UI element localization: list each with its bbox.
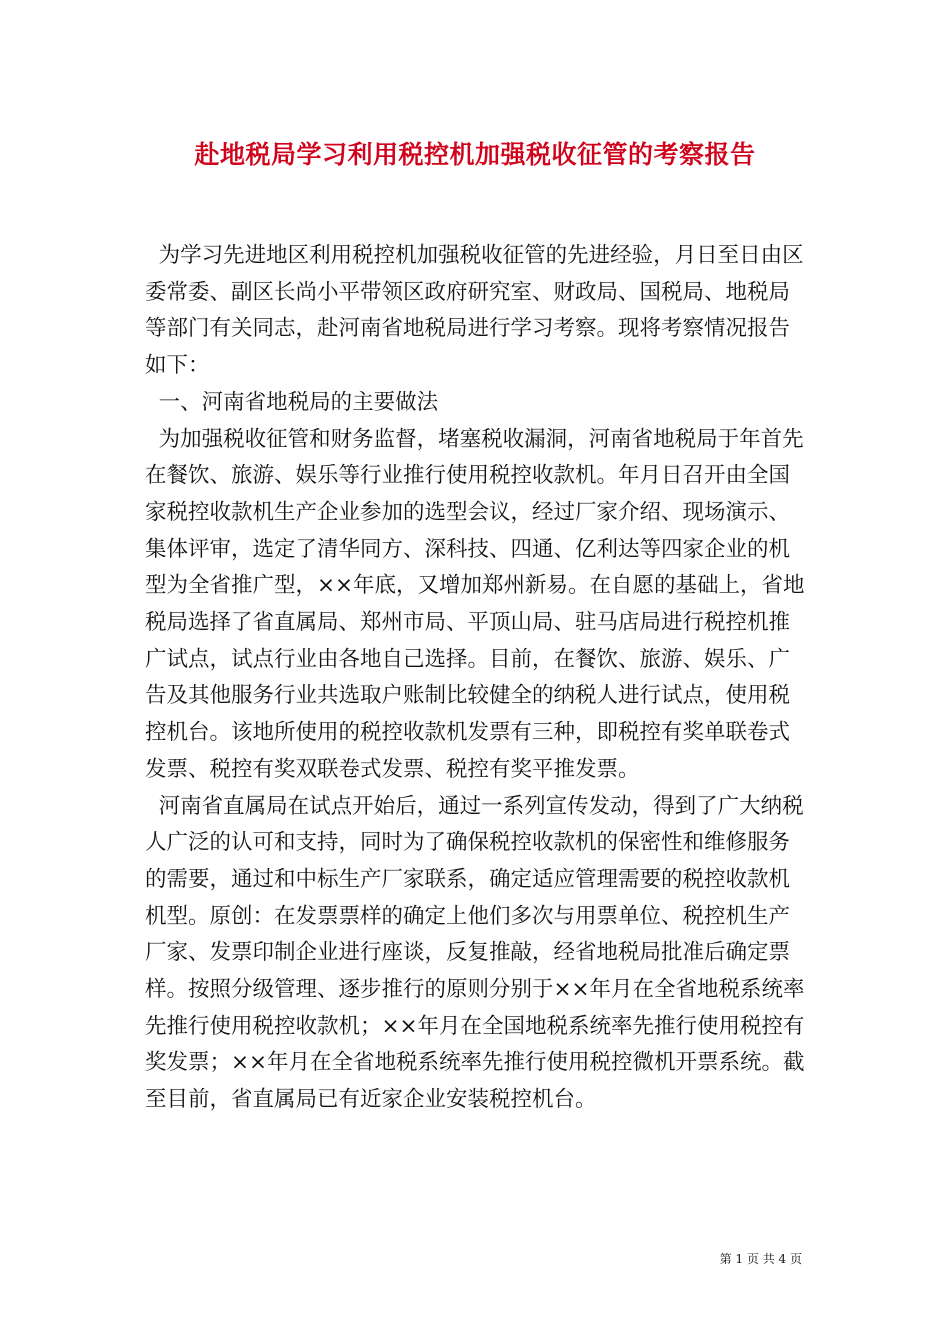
document-title: 赴地税局学习利用税控机加强税收征管的考察报告 (194, 140, 756, 169)
paragraph-section-2: 河南省直属局在试点开始后，通过一系列宣传发动，得到了广大纳税人广泛的认可和支持，同时为了确保税控收款机的保密性和维修服务的需要，通过和中标生产厂家联系，确定适应管理需要的税控收款机机型。原创：在发票票样的确定上他们多次与用票单位、税控机生产厂家、发票印制企业进行座谈，反复推敲，经省地税局批准后确定票样。按照分级管理、逐步推行的原则分别于××年月在全省地税系统率先推行使用税控收款机；××年月在全国地税系统率先推行使用税控有奖发票；××年月在全省地税系统率先推行使用税控微机开票系统。截至目前，省直属局已有近家企业安装税控机台。 (145, 793, 805, 1113)
paragraph-intro: 为学习先进地区利用税控机加强税收征管的先进经验，月日至日由区委常委、副区长尚小平带领区政府研究室、财政局、国税局、地税局等部门有关同志，赴河南省地税局进行学习考察。现将考察情况报告如下： (145, 243, 804, 379)
paragraph-section-1: 为加强税收征管和财务监督，堵塞税收漏洞，河南省地税局于年首先在餐饮、旅游、娱乐等行业推行使用税控收款机。年月日召开由全国家税控收款机生产企业参加的选型会议，经过厂家介绍、现场演示、集体评审，选定了清华同方、深科技、四通、亿利达等四家企业的机型为全省推广型，××年底，又增加郑州新易。在自愿的基础上，省地税局选择了省直属局、郑州市局、平顶山局、驻马店局进行税控机推广试点，试点行业由各地自己选择。目前，在餐饮、旅游、娱乐、广告及其他服务行业共选取户账制比较健全的纳税人进行试点，使用税控机台。该地所使用的税控收款机发票有三种，即税控有奖单联卷式发票、税控有奖双联卷式发票、税控有奖平推发票。 (145, 426, 805, 782)
document-body (145, 238, 805, 1119)
page-number: 第 1 页 共 4 页 (719, 1252, 802, 1266)
section-heading-1: 一、河南省地税局的主要做法 (145, 389, 439, 415)
